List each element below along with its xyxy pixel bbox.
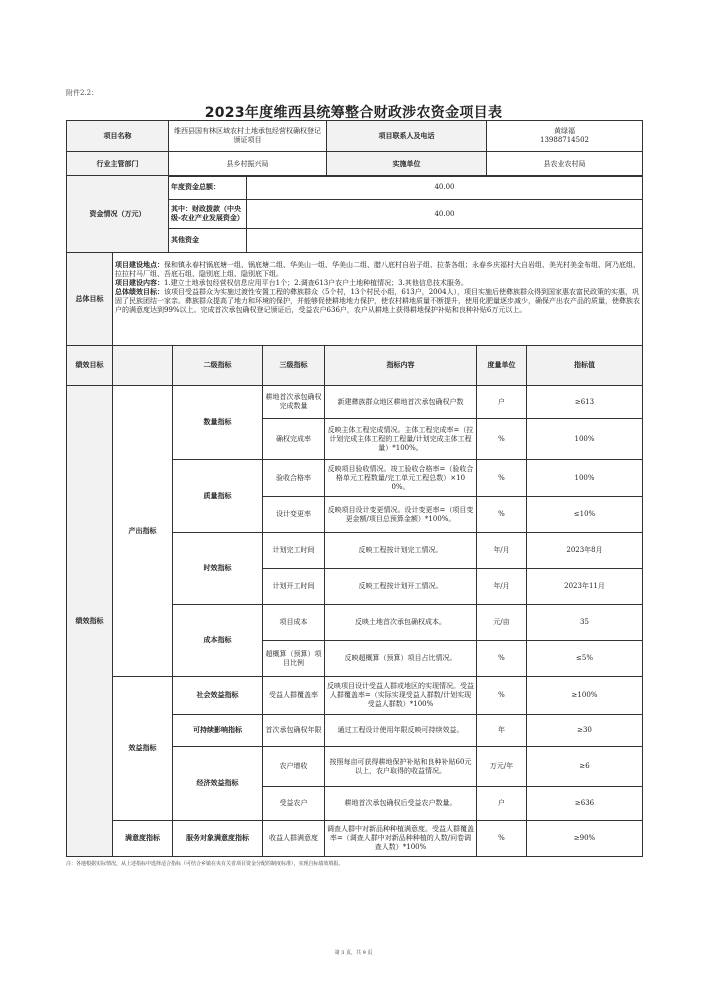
kpi-value: 35 [527,605,643,641]
kpi-content: 反映项目验收情况。竣工验收合格率=（验收合格单元工程数量/完工单元工程总数）×100%。 [325,460,477,497]
kpi-unit: 年 [477,715,527,747]
goal-text: 该项目受益群众为实施过渡性安置工程的彝族群众（5个村，13个村民小组，613户，2004人），项目实施后使彝族群众得到国家惠农富民政策的实惠，巩固了民族团结一家亲。彝族群众提高了地力和环境的保护，并能够促使耕地地力保护，使农村耕地质量不断提升，使用化肥量逐步减少，确保产出农产品的质量，使彝族农户的满意度达到99%以上。完成首次承包确权登记颁证后，受益农户636户，农户从耕地上获得耕地保护补贴和良种补贴6万元以上。 [115,288,640,314]
kpi-name: 耕地首次承包确权完成数量 [263,386,325,419]
impl-label: 实施单位 [327,152,487,177]
benefit-label: 效益指标 [113,677,173,821]
kpi-unit: 年/月 [477,533,527,569]
kpi-unit: % [477,497,527,533]
kpi-name: 计划完工时间 [263,533,325,569]
kpi-content: 调查人群中对新品种种植满意度。受益人群覆盖率=（调查人群中对新品种种植的人数/问卷调查人数）*100% [325,821,477,857]
kpi-table [66,345,643,857]
funding-fiscal-label: 其中：财政拨款（中央级-农业产业发展资金） [169,200,247,229]
funding-other-value [247,229,643,253]
economic-label: 经济效益指标 [173,747,263,821]
funding-other-label: 其他资金 [169,229,247,253]
kpi-name: 收益人群满意度 [263,821,325,857]
kpi-unit: % [477,677,527,715]
page-title: 2023年度维西县统筹整合财政涉农资金项目表 [204,105,503,121]
quantity-label: 数量指标 [173,386,263,460]
contact-label: 项目联系人及电话 [327,121,487,152]
dept-label: 行业主管部门 [67,152,169,177]
funding-label: 资金情况（万元） [67,176,169,253]
kpi-header-value: 指标值 [527,346,643,386]
kpi-value: ≥100% [527,677,643,715]
location-text: 保和镇永春村锅底塘一组、锅底塘二组、华美山一组、华美山二组、腊八底村自岩子组、拉茶各组；永春乡庆福村大自岩组、美光村美金布组、阿乃底组、拉拉村马厂组、吾底石组、隐别底上组、隐别底下组。 [115,261,640,278]
kpi-value: 100% [527,419,643,460]
kpi-unit: % [477,821,527,857]
footnote: 注：各地根据实际情况，从上述指标中选择适合指标（可结合乡镇在央有关省项目资金分配的制度标准），实现自标绩效填报。 [66,861,344,867]
kpi-content: 反映项目设计变更情况。设计变更率=（项目变更金额/项目总预算金额）*100%。 [325,497,477,533]
kpi-name: 确权完成率 [263,419,325,460]
kpi-content: 反映超概算（预算）项目占比情况。 [325,641,477,677]
kpi-name: 计划开工时间 [263,569,325,605]
overall-goal-text [113,253,643,346]
kpi-value: ≥613 [527,386,643,419]
content-heading: 项目建设内容： [115,279,164,287]
kpi-unit: % [477,460,527,497]
kpi-value: 2023年11月 [527,569,643,605]
kpi-unit: 元/亩 [477,605,527,641]
funding-table [66,175,643,253]
kpi-value: 100% [527,460,643,497]
kpi-value: ≥636 [527,787,643,821]
kpi-value: ≥30 [527,715,643,747]
project-info-table [66,120,643,177]
kpi-name: 项目成本 [263,605,325,641]
kpi-value: ≤10% [527,497,643,533]
kpi-value: ≥6 [527,747,643,787]
kpi-header-target: 绩效目标 [67,346,113,386]
kpi-name: 受益人群覆盖率 [263,677,325,715]
attachment-label: 附件2.2： [66,89,99,97]
kpi-content: 新建彝族群众地区耕地首次承包确权户数 [325,386,477,419]
kpi-header-unit: 度量单位 [477,346,527,386]
kpi-unit: 户 [477,787,527,821]
cost-label: 成本指标 [173,605,263,677]
content-text: 1.建立土地承包经营权信息应用平台1个；2.调查613户农户土地种植情况；3.其他信息技术服务。 [164,279,468,287]
kpi-value: 2023年8月 [527,533,643,569]
kpi-unit: 户 [477,386,527,419]
impl-value: 县农业农村局 [487,152,643,177]
kpi-name: 设计变更率 [263,497,325,533]
kpi-header-level2: 二级指标 [173,346,263,386]
kpi-content: 反映主体工程完成情况。主体工程完成率=（拉计划完成主体工程的工程量/计划完成主体工程量）*100%。 [325,419,477,460]
contact-value: 黄绿福 13988714502 [487,121,643,152]
kpi-content: 耕地首次承包确权后受益农户数量。 [325,787,477,821]
sustainable-label: 可持续影响指标 [173,715,263,747]
funding-fiscal-value: 40.00 [247,200,643,229]
kpi-content: 反映工程按计划开工情况。 [325,569,477,605]
kpi-value: ≤5% [527,641,643,677]
quality-label: 质量指标 [173,460,263,533]
funding-total-label: 年度资金总额： [169,176,247,200]
kpi-name: 受益农户 [263,787,325,821]
kpi-unit: 万元/年 [477,747,527,787]
kpi-name: 超概算（预算）项目比例 [263,641,325,677]
service-satisfaction-label: 服务对象满意度指标 [173,821,263,857]
social-benefit-label: 社会效益指标 [173,677,263,715]
kpi-content: 通过工程设计使用年限反映可持续效益。 [325,715,477,747]
location-heading: 项目建设地点： [115,261,164,269]
page-number: 第 3 页，共 9 页 [334,950,373,956]
timeliness-label: 时效指标 [173,533,263,605]
kpi-name: 农户增收 [263,747,325,787]
kpi-header-content: 指标内容 [325,346,477,386]
overall-goal-table [66,252,643,346]
overall-goal-label: 总体目标 [67,253,113,346]
kpi-content: 反映工程按计划完工情况。 [325,533,477,569]
kpi-content: 反映项目设计受益人群或地区的实现情况。受益人群覆盖率=（实际实现受益人群数/计划实现受益人群数）*100% [325,677,477,715]
kpi-unit: 年/月 [477,569,527,605]
kpi-unit: % [477,641,527,677]
kpi-content: 反映土地首次承包确权成本。 [325,605,477,641]
goal-heading: 总体绩效目标： [115,288,164,296]
kpi-header-level3: 三级指标 [263,346,325,386]
kpi-value: ≥90% [527,821,643,857]
kpi-label: 绩效指标 [67,386,113,857]
output-label: 产出指标 [113,386,173,677]
kpi-unit: % [477,419,527,460]
kpi-name: 验收合格率 [263,460,325,497]
kpi-name: 首次承包确权年限 [263,715,325,747]
funding-total-value: 40.00 [247,176,643,200]
kpi-content: 按照每亩可获得耕地保护补贴和良种补贴60元以上，农户取得的收益情况。 [325,747,477,787]
project-name-label: 项目名称 [67,121,169,152]
dept-value: 县乡村振兴局 [169,152,327,177]
project-name-value: 维西县国有林区域农村土地承包经营权确权登记颁证项目 [169,121,327,152]
satisfaction-label: 满意度指标 [113,821,173,857]
